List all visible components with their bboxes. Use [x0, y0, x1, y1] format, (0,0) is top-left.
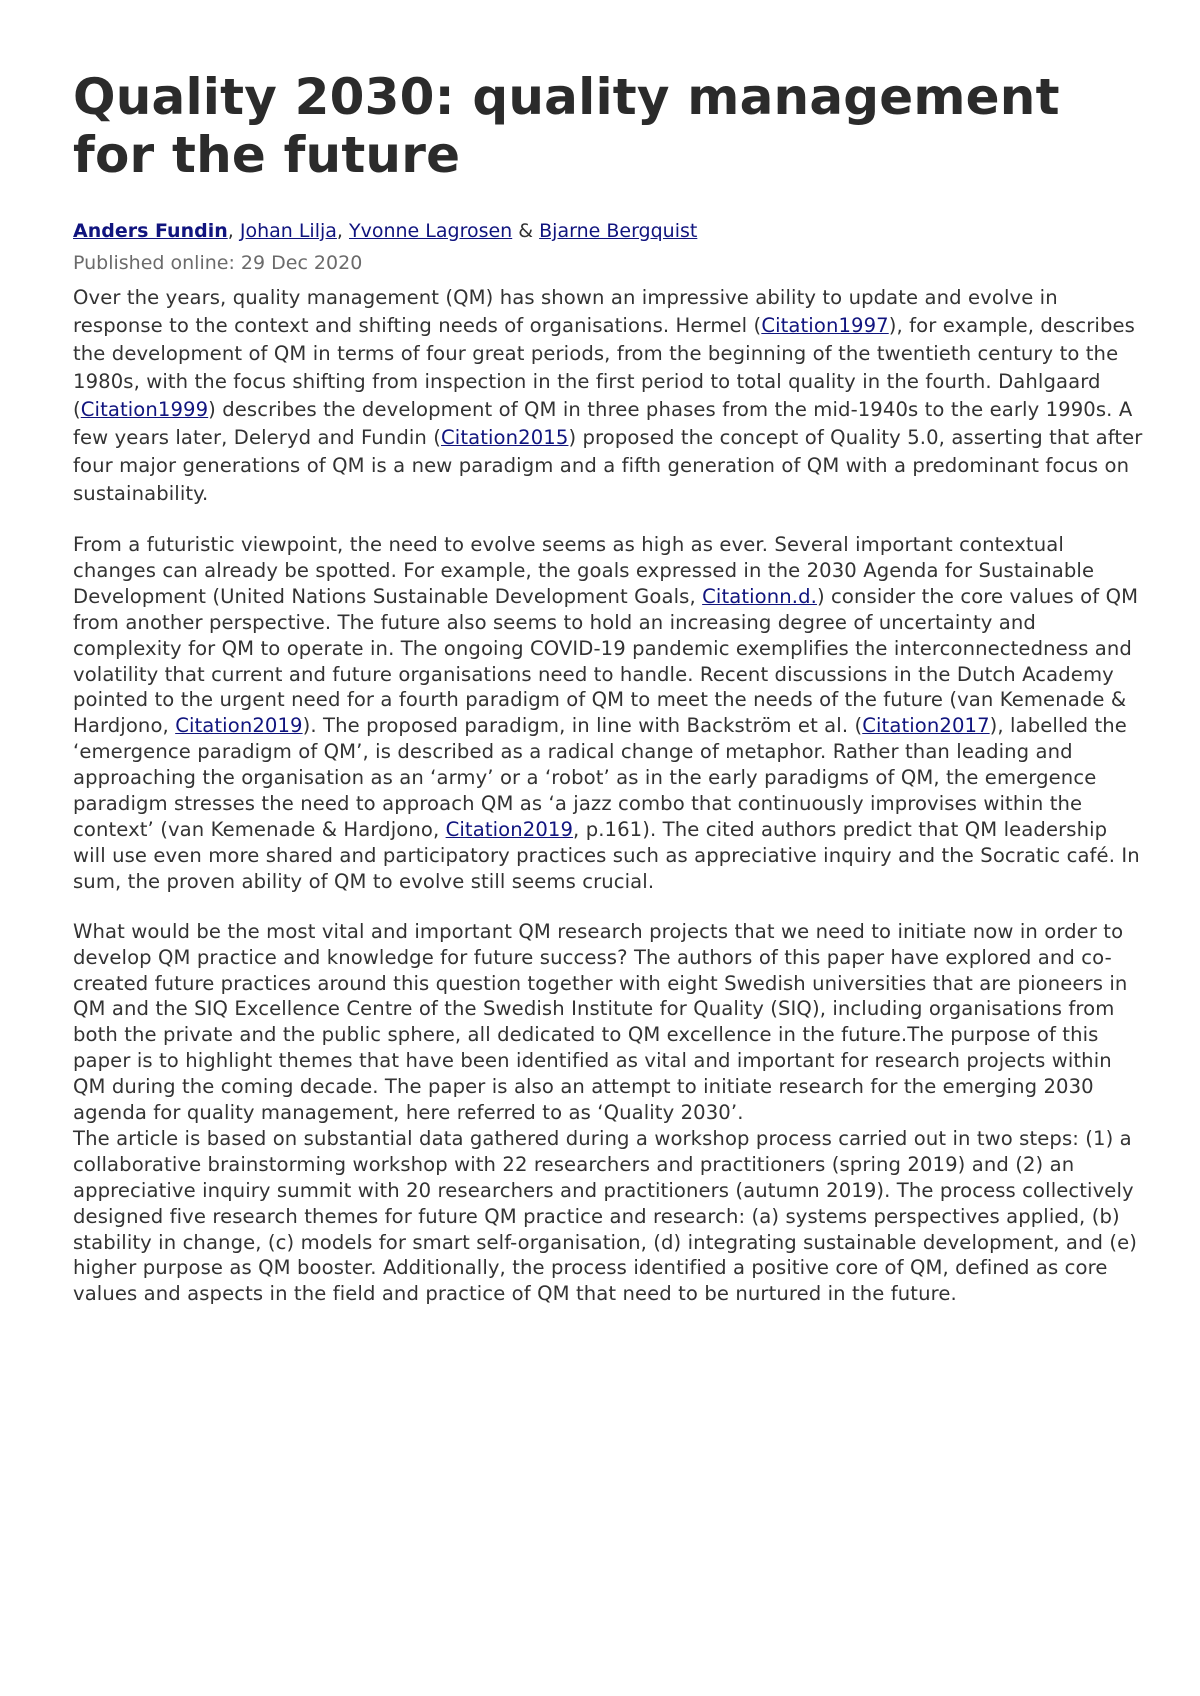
author-separator: &: [512, 220, 540, 242]
citation-link[interactable]: Citation1999: [80, 398, 209, 421]
paragraph-text: ) describes the development of QM in three phases from the mid-1940s to the early 1990s. A few years later, Deleryd and Fundin (: [73, 398, 1133, 449]
paragraph-text: Over the years, quality management (QM) has shown an impressive ability to update and evolve in response to the context and shifting needs of organisations. Hermel (: [73, 286, 1058, 337]
paragraph-text: From a futuristic viewpoint, the need to evolve seems as high as ever. Several important contextual changes can already be spotted. For example, the goals expressed in the 2030 Agenda for Sustainable Development (United Nations Sustainable Development Goals,: [73, 533, 1095, 608]
citation-link[interactable]: Citationn.d.: [702, 584, 817, 608]
article-title: Quality 2030: quality management for the future: [73, 68, 1060, 184]
citation-link[interactable]: Citation2015: [441, 426, 569, 449]
citation-link[interactable]: Citation2019: [175, 714, 303, 738]
paragraph-text: , p.161). The cited authors predict that QM leadership will use even more shared and participatory practices such as appreciative inquiry and the Socratic café. In sum, the proven ability of QM to evolve still seems crucial.: [73, 817, 1140, 893]
author-link-fundin[interactable]: Anders Fundin: [73, 220, 228, 242]
paragraph-4: The article is based on substantial data gathered during a workshop process carried out in two steps: (1) a collaborative brainstorming workshop with 22 researchers and practitioners (spring 2019) and (2) an appreciative inquiry summit with 20 researchers and practitioners (autumn 2019). The process collectively designed five research themes for future QM practice and research: (a) systems perspectives applied, (b) stability in change, (c) models for smart self-organisation, (d) integrating sustainable development, and (e) higher purpose as QM booster. Additionally, the process identified a positive core of QM, defined as core values and aspects in the field and practice of QM that need to be nurtured in the future.: [73, 1126, 1138, 1306]
author-separator: ,: [227, 220, 240, 242]
paragraph-1: [73, 284, 1143, 508]
paragraph-text: ). The proposed paradigm, in line with Backström et al. (: [302, 714, 863, 738]
published-date: Published online: 29 Dec 2020: [73, 252, 363, 274]
author-link-bergquist[interactable]: Bjarne Bergquist: [539, 220, 698, 242]
author-link-lagrosen[interactable]: Yvonne Lagrosen: [349, 220, 513, 242]
author-separator: ,: [336, 220, 349, 242]
paragraph-text: ), labelled the ‘emergence paradigm of QM’, is described as a radical change of metaphor. Rather than leading and approaching the organisation as an ‘army’ or a ‘robot’ as in the early paradigms of QM, the emergence paradigm stresses the need to approach QM as ‘a jazz combo that continuously improvises within the context’ (van Kemenade & Hardjono,: [73, 714, 1127, 841]
paragraph-2: [73, 532, 1143, 895]
paragraph-text: ), for example, describes the development of QM in terms of four great periods, from the beginning of the twentieth century to the 1980s, with the focus shifting from inspection in the first period to total quality in the fourth. Dahlgaard (: [73, 314, 1135, 421]
citation-link[interactable]: Citation2017: [862, 714, 990, 738]
paragraph-text: ) proposed the concept of Quality 5.0, asserting that after four major generations of QM is a new paradigm and a fifth generation of QM with a predominant focus on sustainability.: [73, 426, 1143, 505]
article: [73, 68, 1143, 1307]
citation-link[interactable]: Citation1997: [761, 314, 889, 337]
paragraph-3: What would be the most vital and important QM research projects that we need to initiate now in order to develop QM practice and knowledge for future success? The authors of this paper have explored and co-created future practices around this question together with eight Swedish universities that are pioneers in QM and the SIQ Excellence Centre of the Swedish Institute for Quality (SIQ), including organisations from both the private and the public sphere, all dedicated to QM excellence in the future.The purpose of this paper is to highlight themes that have been identified as vital and important for research projects within QM during the coming decade. The paper is also an attempt to initiate research for the emerging 2030 agenda for quality management, here referred to as ‘Quality 2030’.: [73, 919, 1128, 1125]
author-link-lilja[interactable]: Johan Lilja: [239, 220, 337, 242]
author-list: [73, 218, 1143, 244]
paragraph-text: ) consider the core values of QM from another perspective. The future also seems to hold an increasing degree of uncertainty and complexity for QM to operate in. The ongoing COVID-19 pandemic exemplifies the interconnectedness and volatility that current and future organisations need to handle. Recent discussions in the Dutch Academy pointed to the urgent need for a fourth paradigm of QM to meet the needs of the future (van Kemenade & Hardjono,: [73, 584, 1139, 738]
citation-link[interactable]: Citation2019: [445, 817, 574, 841]
